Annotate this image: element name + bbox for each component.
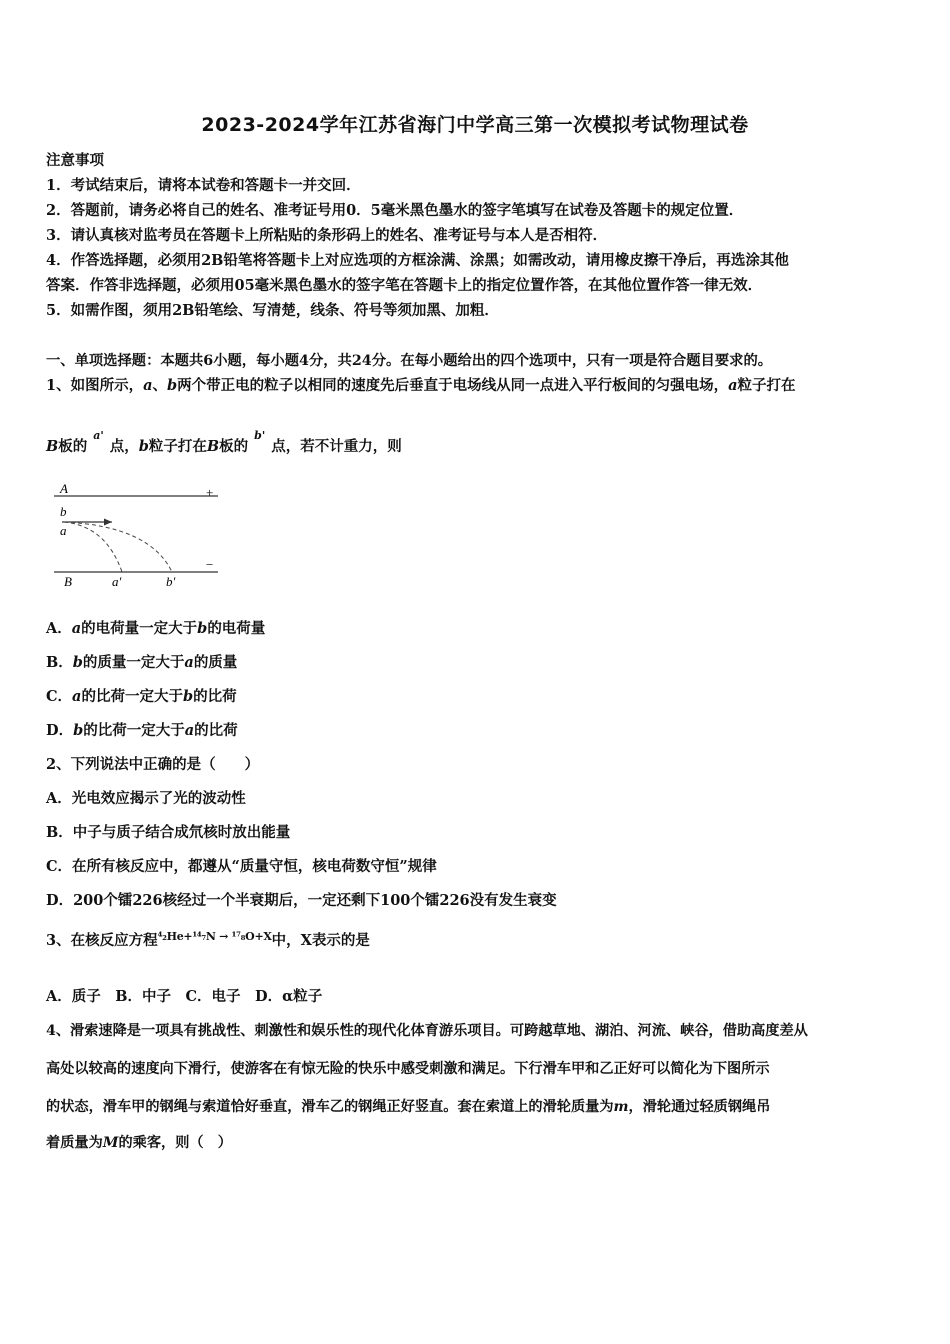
question-1-line-2: B板的$^{a'}$点，b粒子打在B板的$^{b'}$点，若不计重力，则 bbox=[46, 429, 402, 455]
q2-option-d: D．200个镭226核经过一个半衰期后，一定还剩下100个镭226没有发生衰变 bbox=[46, 892, 557, 909]
plate-b-label: B bbox=[64, 574, 72, 589]
q3-options: A．质子 B．中子 C．电子 D．α粒子 bbox=[46, 988, 323, 1005]
nuclear-equation: ⁴₂He+¹⁴₇N → ¹⁷₈O+X bbox=[157, 930, 272, 943]
plate-a-plus-sign: + bbox=[206, 485, 214, 500]
question-4-line-2: 高处以较高的速度向下滑行，使游客在有惊无险的快乐中感受刺激和满足。下行滑车甲和乙正好可以简化为下图所示 bbox=[46, 1061, 770, 1077]
q1-option-c: C．a的比荷一定大于b的比荷 bbox=[46, 688, 237, 705]
q2-option-a: A．光电效应揭示了光的波动性 bbox=[46, 790, 246, 807]
notice-item: 5．如需作图，须用2B铅笔绘、写清楚，线条、符号等须加黑、加粗． bbox=[46, 302, 499, 319]
q1-option-a: A．a的电荷量一定大于b的电荷量 bbox=[46, 620, 266, 637]
point-a-prime-label: a′ bbox=[112, 574, 122, 589]
question-4-line-4: 着质量为M的乘客，则（ ） bbox=[46, 1135, 232, 1151]
plate-b-minus-sign: − bbox=[206, 557, 214, 572]
notice-heading: 注意事项 bbox=[46, 152, 104, 169]
notice-item: 1．考试结束后，请将本试卷和答题卡一并交回． bbox=[46, 177, 361, 194]
notice-item: 3．请认真核对监考员在答题卡上所粘贴的条形码上的姓名、准考证号与本人是否相符． bbox=[46, 227, 608, 244]
q2-option-b: B．中子与质子结合成氘核时放出能量 bbox=[46, 824, 291, 841]
parallel-plates-figure bbox=[54, 478, 234, 594]
question-1-line-1: 1、如图所示，a、b两个带正电的粒子以相同的速度先后垂直于电场线从同一点进入平行板间的匀强电场，a粒子打在 bbox=[46, 377, 796, 394]
particle-a-label: a bbox=[60, 523, 67, 538]
plate-a-label: A bbox=[60, 481, 68, 496]
q1-option-d: D．b的比荷一定大于a的比荷 bbox=[46, 722, 238, 739]
point-b-prime-label: b′ bbox=[166, 574, 176, 589]
notice-item: 答案．作答非选择题，必须用05毫米黑色墨水的签字笔在答题卡上的指定位置作答，在其他位置作答一律无效． bbox=[46, 277, 763, 294]
question-3-stem: 3、在核反应方程$^{^4_2He+^{14}_7N \to ^{17}_8O+X}$中，X表示的是 bbox=[46, 930, 370, 949]
arrow-head-icon bbox=[104, 519, 112, 526]
section-heading: 一、单项选择题：本题共6小题，每小题4分，共24分。在每小题给出的四个选项中，只有一项是符合题目要求的。 bbox=[46, 353, 773, 369]
particle-b-label: b bbox=[60, 504, 67, 519]
q1-option-b: B．b的质量一定大于a的质量 bbox=[46, 654, 238, 671]
q2-option-c: C．在所有核反应中，都遵从“质量守恒，核电荷数守恒”规律 bbox=[46, 858, 437, 875]
question-2-stem: 2、下列说法中正确的是（ ） bbox=[46, 756, 260, 773]
notice-item: 2．答题前，请务必将自己的姓名、准考证号用0．5毫米黑色墨水的签字笔填写在试卷及答题卡的规定位置． bbox=[46, 202, 744, 219]
trajectory-b bbox=[64, 522, 172, 572]
notice-item: 4．作答选择题，必须用2B铅笔将答题卡上对应选项的方框涂满、涂黑；如需改动，请用橡皮擦干净后，再选涂其他 bbox=[46, 252, 789, 269]
question-4-line-3: 的状态，滑车甲的钢绳与索道恰好垂直，滑车乙的钢绳正好竖直。套在索道上的滑轮质量为m，滑轮通过轻质钢绳吊 bbox=[46, 1099, 771, 1115]
question-4-line-1: 4、滑索速降是一项具有挑战性、刺激性和娱乐性的现代化体育游乐项目。可跨越草地、湖泊、河流、峡谷，借助高度差从 bbox=[46, 1023, 808, 1039]
exam-title: 2023-2024学年江苏省海门中学高三第一次模拟考试物理试卷 bbox=[201, 114, 749, 136]
